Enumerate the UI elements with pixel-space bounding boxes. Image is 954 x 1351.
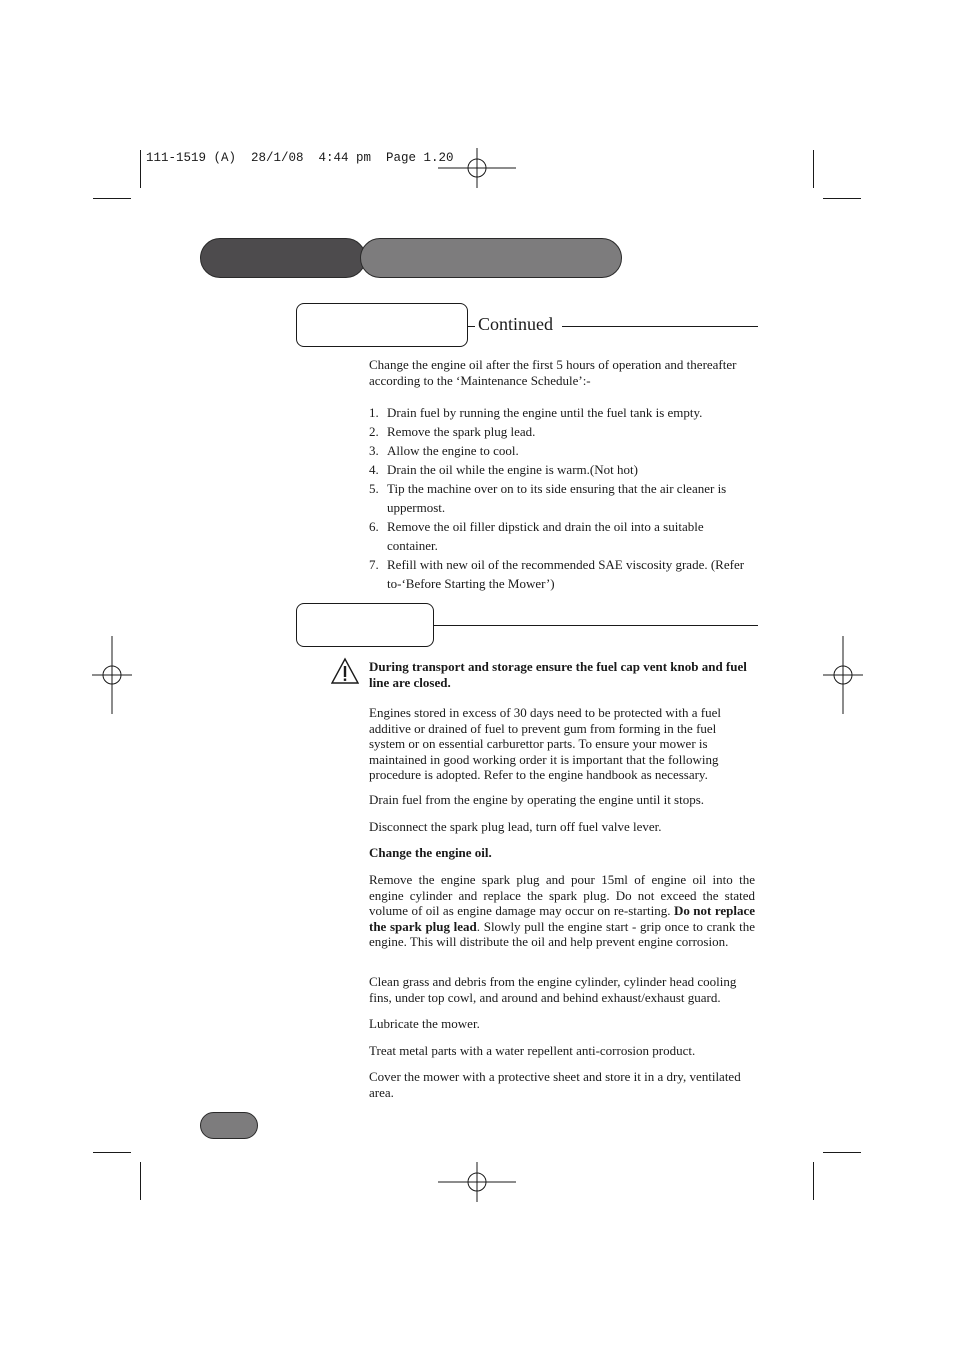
list-item: 6. Remove the oil filler dipstick and drain the oil into a suitable container. bbox=[369, 519, 704, 553]
lubricate-paragraph: Lubricate the mower. bbox=[369, 1016, 480, 1031]
heading-rule bbox=[562, 326, 758, 327]
header-tab-dark bbox=[200, 238, 366, 278]
registration-mark-icon bbox=[92, 636, 132, 714]
crop-mark bbox=[823, 1152, 861, 1153]
registration-mark-icon bbox=[823, 636, 863, 714]
list-item: 5. Tip the machine over on to its side ensuring that the air cleaner is uppermost. bbox=[369, 481, 727, 515]
section-heading-box bbox=[296, 603, 434, 647]
section-heading-box bbox=[296, 303, 468, 347]
list-item: 4. Drain the oil while the engine is warm.(Not hot) bbox=[369, 462, 638, 477]
intro-paragraph: Change the engine oil after the first 5 hours of operation and thereafter according to the ‘Maintenance Schedule’:- bbox=[369, 357, 737, 388]
page-number-pill bbox=[200, 1112, 258, 1139]
crop-mark bbox=[93, 1152, 131, 1153]
header-tab-grey bbox=[360, 238, 622, 278]
treat-paragraph: Treat metal parts with a water repellent anti-corrosion product. bbox=[369, 1043, 696, 1058]
drain-fuel-paragraph: Drain fuel from the engine by operating the engine until it stops. bbox=[369, 792, 705, 807]
spark-plug-paragraph: Remove the engine spark plug and pour 15ml of engine oil into the engine cylinder and replace the spark plug. Do not exceed the stated volume of oil as engine damage may occur on re-starting. Do not replace the spark plug lead. Slowly pull the engine start - grip once to crank the engine. This will distribute the oil and help prevent engine corrosion. bbox=[369, 872, 756, 949]
crop-mark bbox=[823, 198, 861, 199]
disconnect-paragraph: Disconnect the spark plug lead, turn off fuel valve lever. bbox=[369, 819, 662, 834]
crop-mark bbox=[813, 150, 814, 188]
clean-paragraph: Clean grass and debris from the engine cylinder, cylinder head cooling fins, under top cowl, and around and behind exhaust/exhaust guard. bbox=[369, 974, 737, 1005]
steps-list bbox=[369, 403, 755, 593]
warning-text: During transport and storage ensure the fuel cap vent knob and fuel line are closed. bbox=[369, 659, 747, 690]
subheading-change-oil: Change the engine oil. bbox=[369, 845, 492, 860]
crop-mark bbox=[813, 1162, 814, 1200]
crop-mark bbox=[93, 198, 131, 199]
registration-mark-icon bbox=[438, 1162, 516, 1202]
heading-continued: Continued bbox=[478, 314, 553, 334]
list-item: 3. Allow the engine to cool. bbox=[369, 443, 519, 458]
list-item: 2. Remove the spark plug lead. bbox=[369, 424, 536, 439]
cover-paragraph: Cover the mower with a protective sheet and store it in a dry, ventilated area. bbox=[369, 1069, 741, 1100]
slug-line: 111-1519 (A) 28/1/08 4:44 pm Page 1.20 bbox=[146, 151, 454, 165]
storage-paragraph: Engines stored in excess of 30 days need to be protected with a fuel additive or drained of fuel to prevent gum from forming in the fuel system or on essential carburettor parts. To ensure your mower is maintained in good working order it is important that the following procedure is adopted. Refer to the engine handbook as necessary. bbox=[369, 705, 721, 782]
list-item: 1. Drain fuel by running the engine until the fuel tank is empty. bbox=[369, 405, 703, 420]
crop-mark bbox=[140, 1162, 141, 1200]
crop-mark bbox=[140, 150, 141, 188]
heading-rule bbox=[434, 625, 758, 626]
warning-triangle-icon bbox=[331, 657, 359, 685]
list-item: 7. Refill with new oil of the recommended SAE viscosity grade. (Refer to-‘Before Starting the Mower’) bbox=[369, 557, 745, 591]
heading-rule bbox=[468, 326, 475, 327]
